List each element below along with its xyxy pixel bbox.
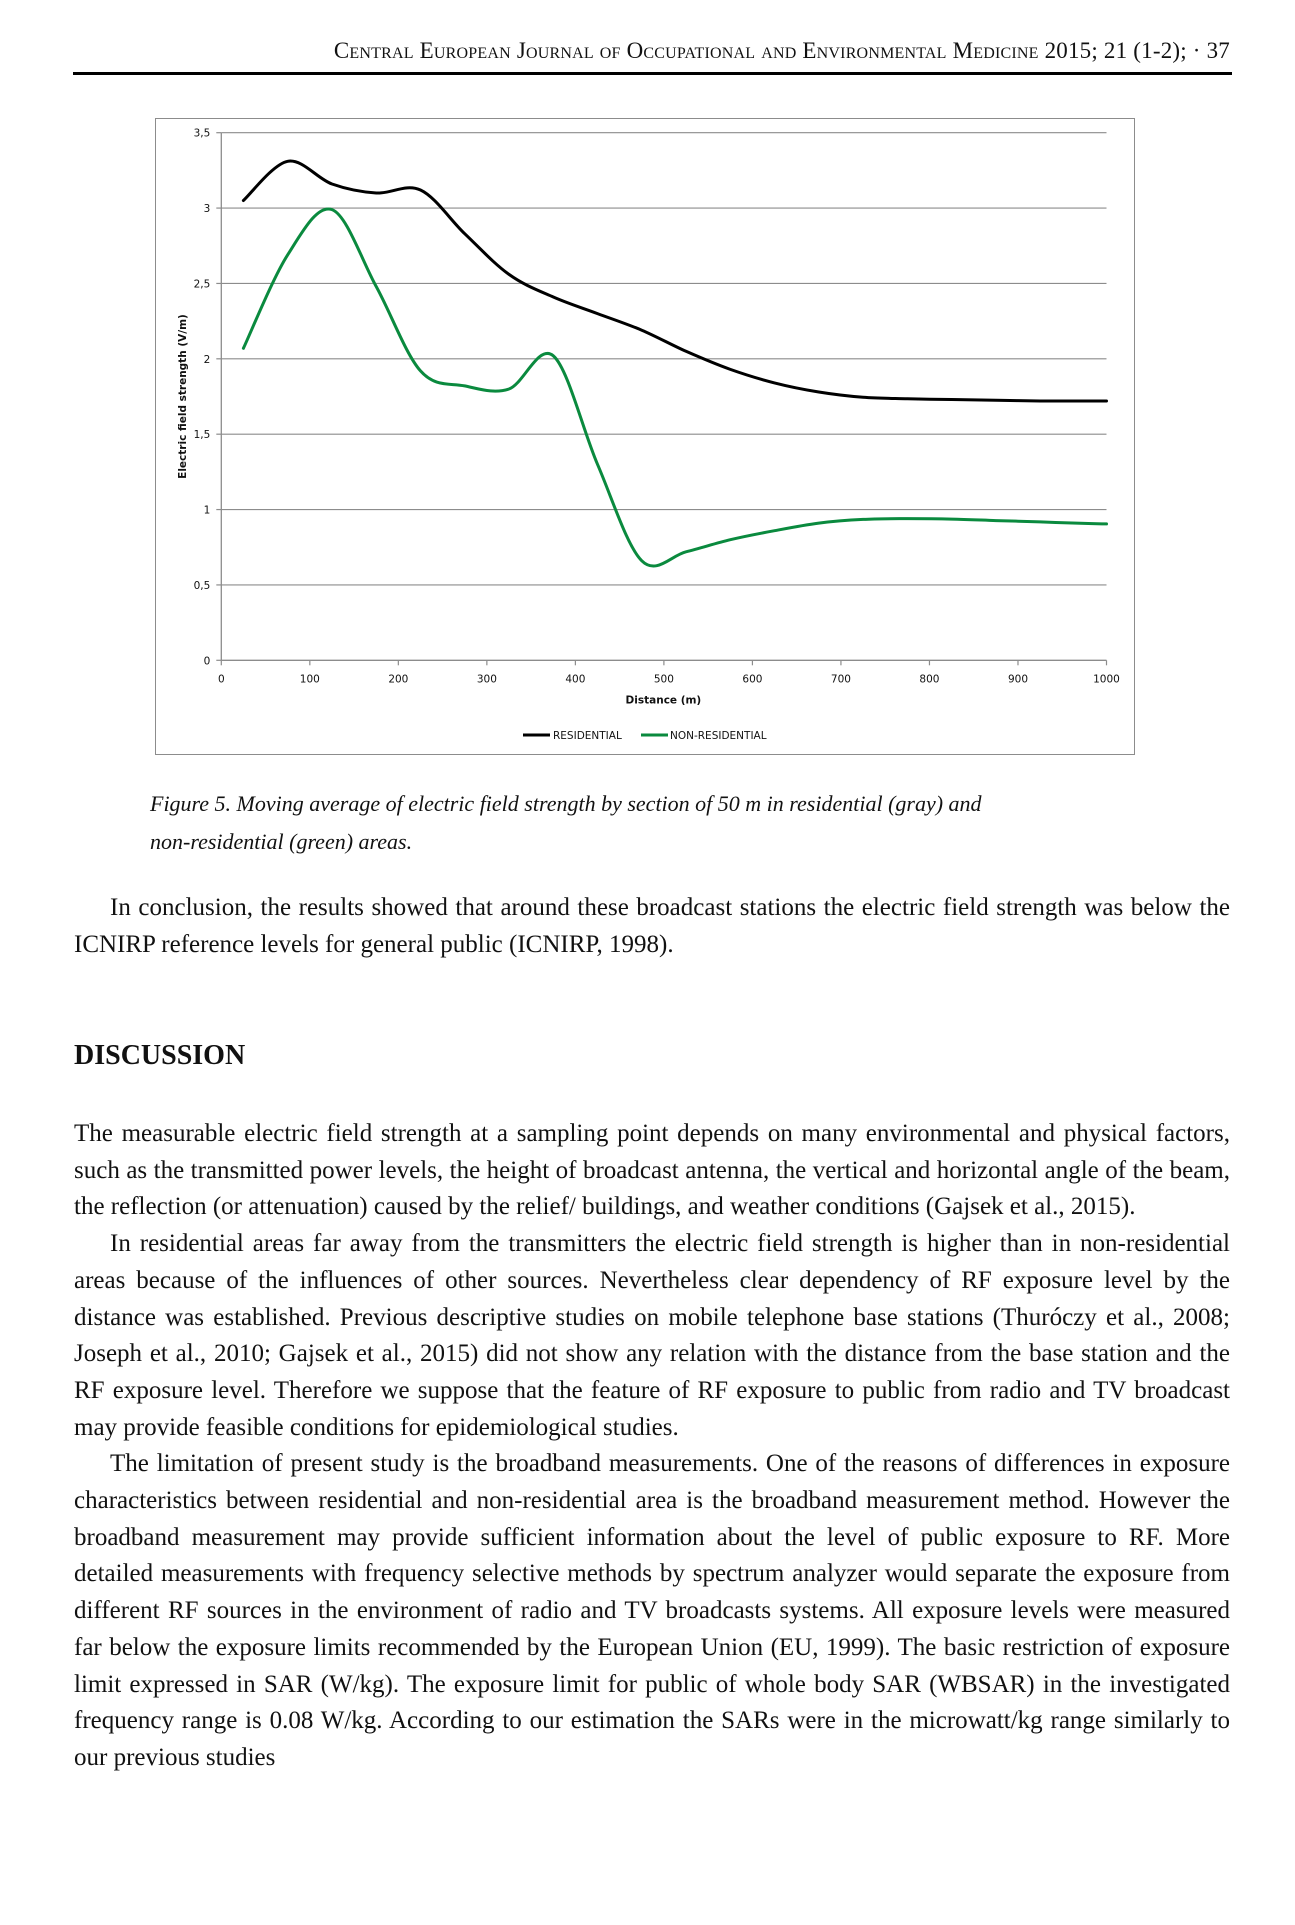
conclusion-block (74, 890, 1230, 963)
discussion-paragraph-2: In residential areas far away from the transmitters the electric field strength is higher than in non-residential areas because of the influences of other sources. Nevertheless clear dependency of RF exposure level by the distance was established. Previous descriptive studies on mobile telephone base stations (Thuróczy et al., 2008; Joseph et al., 2010; Gajsek et al., 2015) did not show any relation with the distance from the base station and the RF exposure level. Therefore we suppose that the feature of RF exposure to public from radio and TV broadcast may provide feasible conditions for epidemiological studies. (74, 1230, 1230, 1441)
running-head: Central European Journal of Occupational and Environmental Medicine 2015; 21 (1-2); · 37 (333, 38, 1230, 63)
y-tick-label: 0 (203, 655, 211, 668)
y-tick-label: 2,5 (193, 278, 211, 291)
line-chart (0, 0, 1295, 800)
y-tick-label: 2 (203, 353, 211, 366)
x-tick-label: 700 (830, 673, 851, 686)
y-tick-label: 3 (203, 203, 211, 216)
conclusion-paragraph: In conclusion, the results showed that around these broadcast stations the electric field strength was below the ICNIRP reference levels for general public (ICNIRP, 1998). (74, 894, 1230, 958)
discussion-body (74, 1116, 1230, 1777)
x-tick-label: 500 (653, 673, 674, 686)
gridlines (221, 133, 1106, 585)
x-tick-label: 800 (919, 673, 940, 686)
legend (523, 730, 767, 742)
series (243, 161, 1106, 566)
series-line-non-residential (243, 209, 1106, 566)
discussion-paragraph-1: The measurable electric field strength at a sampling point depends on many environmental and physical factors, such as the transmitted power levels, the height of broadcast antenna, the vertical and horizontal angle of the beam, the reflection (or attenuation) caused by the relief/ buildings, and weather conditions (Gajsek et al., 2015). (74, 1120, 1230, 1221)
axes (221, 133, 1106, 661)
x-tick-label: 600 (742, 673, 763, 686)
figure-caption (150, 785, 1140, 861)
section-heading-discussion: DISCUSSION (74, 1040, 246, 1071)
x-tick-label: 900 (1007, 673, 1029, 686)
x-axis-title: Distance (m) (625, 694, 702, 707)
figure-caption-line-1: Figure 5. Moving average of electric field strength by section of 50 m in residential (gray) and (150, 791, 982, 816)
x-tick-label: 100 (299, 673, 320, 686)
x-tick-label: 200 (388, 673, 409, 686)
x-tick-label: 1000 (1093, 673, 1120, 686)
discussion-paragraph-3: The limitation of present study is the broadband measurements. One of the reasons of differences in exposure characteristics between residential and non-residential area is the broadband measurement method. However the broadband measurement may provide sufficient information about the level of public exposure to RF. More detailed measurements with frequency selective methods by spectrum analyzer would separate the exposure from different RF sources in the environment of radio and TV broadcasts systems. All exposure levels were measured far below the exposure limits recommended by the European Union (EU, 1999). The basic restriction of exposure limit expressed in SAR (W/kg). The exposure limit for public of whole body SAR (WBSAR) in the investigated frequency range is 0.08 W/kg. According to our estimation the SARs were in the microwatt/kg range similarly to our previous studies (74, 1450, 1230, 1771)
x-tick-label: 0 (217, 673, 225, 686)
y-tick-label: 3,5 (193, 127, 211, 140)
legend-label-non-residential: NON-RESIDENTIAL (670, 730, 767, 742)
y-axis-title: Electric field strength (V/m) (177, 314, 189, 479)
y-ticks (194, 128, 222, 668)
x-tick-label: 400 (565, 673, 586, 686)
legend-label-residential: RESIDENTIAL (553, 730, 622, 742)
y-tick-label: 1,5 (193, 429, 211, 442)
y-tick-label: 0,5 (193, 579, 211, 592)
figure-caption-line-2: non-residential (green) areas. (150, 829, 413, 854)
x-tick-label: 300 (476, 673, 497, 686)
x-ticks (218, 660, 1120, 685)
y-tick-label: 1 (203, 504, 211, 517)
